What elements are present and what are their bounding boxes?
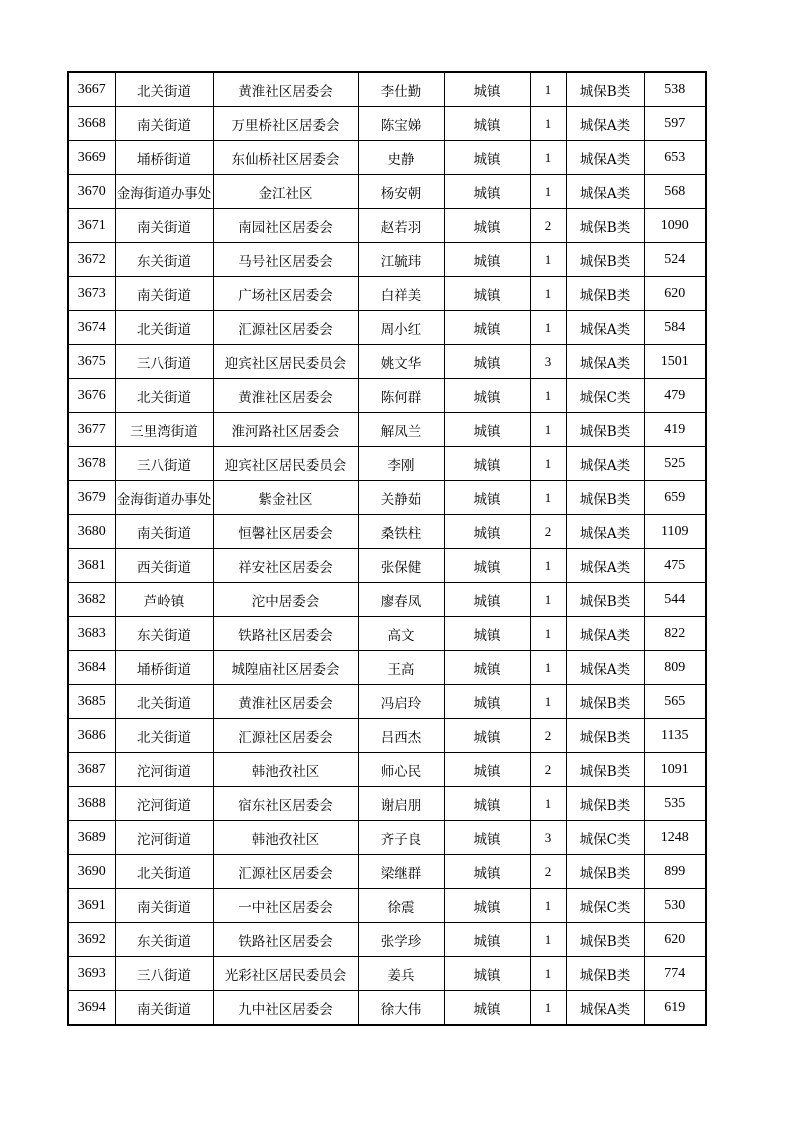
roster-body — [68, 72, 706, 1025]
row-number-cell: 3680 — [68, 515, 115, 549]
person-name-cell: 谢启朋 — [358, 787, 444, 821]
table-row — [68, 889, 706, 923]
person-name-cell: 杨安朝 — [358, 175, 444, 209]
street-office-cell: 芦岭镇 — [115, 583, 213, 617]
row-number-cell: 3684 — [68, 651, 115, 685]
street-office-cell: 北关街道 — [115, 719, 213, 753]
household-size-cell: 3 — [530, 821, 566, 855]
area-type-cell: 城镇 — [444, 651, 530, 685]
community-cell: 汇源社区居委会 — [213, 311, 358, 345]
street-office-cell: 埇桥街道 — [115, 651, 213, 685]
amount-cell: 584 — [644, 311, 706, 345]
table-row — [68, 345, 706, 379]
person-name-cell: 赵若羽 — [358, 209, 444, 243]
table-row — [68, 311, 706, 345]
amount-cell: 525 — [644, 447, 706, 481]
row-number-cell: 3668 — [68, 107, 115, 141]
area-type-cell: 城镇 — [444, 617, 530, 651]
household-size-cell: 1 — [530, 447, 566, 481]
amount-cell: 1501 — [644, 345, 706, 379]
table-row — [68, 413, 706, 447]
area-type-cell: 城镇 — [444, 685, 530, 719]
person-name-cell: 解凤兰 — [358, 413, 444, 447]
household-size-cell: 1 — [530, 957, 566, 991]
insurance-category-cell: 城保B类 — [566, 753, 644, 787]
area-type-cell: 城镇 — [444, 787, 530, 821]
household-size-cell: 2 — [530, 855, 566, 889]
area-type-cell: 城镇 — [444, 889, 530, 923]
row-number-cell: 3676 — [68, 379, 115, 413]
community-cell: 淮河路社区居委会 — [213, 413, 358, 447]
insurance-category-cell: 城保A类 — [566, 175, 644, 209]
person-name-cell: 江毓玮 — [358, 243, 444, 277]
insurance-category-cell: 城保B类 — [566, 787, 644, 821]
person-name-cell: 梁继群 — [358, 855, 444, 889]
person-name-cell: 吕西杰 — [358, 719, 444, 753]
community-cell: 宿东社区居委会 — [213, 787, 358, 821]
table-row — [68, 209, 706, 243]
amount-cell: 809 — [644, 651, 706, 685]
amount-cell: 1109 — [644, 515, 706, 549]
amount-cell: 1091 — [644, 753, 706, 787]
household-size-cell: 1 — [530, 72, 566, 107]
area-type-cell: 城镇 — [444, 957, 530, 991]
street-office-cell: 东关街道 — [115, 243, 213, 277]
community-cell: 韩池孜社区 — [213, 821, 358, 855]
street-office-cell: 南关街道 — [115, 889, 213, 923]
row-number-cell: 3677 — [68, 413, 115, 447]
area-type-cell: 城镇 — [444, 583, 530, 617]
insurance-category-cell: 城保A类 — [566, 311, 644, 345]
street-office-cell: 南关街道 — [115, 209, 213, 243]
amount-cell: 1135 — [644, 719, 706, 753]
table-row — [68, 481, 706, 515]
street-office-cell: 北关街道 — [115, 72, 213, 107]
insurance-category-cell: 城保B类 — [566, 413, 644, 447]
insurance-category-cell: 城保A类 — [566, 991, 644, 1026]
amount-cell: 620 — [644, 923, 706, 957]
area-type-cell: 城镇 — [444, 311, 530, 345]
table-row — [68, 753, 706, 787]
street-office-cell: 南关街道 — [115, 107, 213, 141]
household-size-cell: 1 — [530, 991, 566, 1026]
row-number-cell: 3681 — [68, 549, 115, 583]
community-cell: 九中社区居委会 — [213, 991, 358, 1026]
amount-cell: 774 — [644, 957, 706, 991]
subsidy-roster-table — [67, 71, 707, 1026]
person-name-cell: 陈何群 — [358, 379, 444, 413]
area-type-cell: 城镇 — [444, 277, 530, 311]
community-cell: 恒馨社区居委会 — [213, 515, 358, 549]
area-type-cell: 城镇 — [444, 243, 530, 277]
table-row — [68, 141, 706, 175]
row-number-cell: 3667 — [68, 72, 115, 107]
household-size-cell: 1 — [530, 379, 566, 413]
row-number-cell: 3689 — [68, 821, 115, 855]
table-row — [68, 923, 706, 957]
amount-cell: 565 — [644, 685, 706, 719]
table-row — [68, 72, 706, 107]
community-cell: 铁路社区居委会 — [213, 617, 358, 651]
street-office-cell: 西关街道 — [115, 549, 213, 583]
household-size-cell: 1 — [530, 583, 566, 617]
insurance-category-cell: 城保A类 — [566, 515, 644, 549]
area-type-cell: 城镇 — [444, 923, 530, 957]
table-row — [68, 447, 706, 481]
household-size-cell: 1 — [530, 311, 566, 345]
row-number-cell: 3672 — [68, 243, 115, 277]
amount-cell: 530 — [644, 889, 706, 923]
person-name-cell: 徐震 — [358, 889, 444, 923]
insurance-category-cell: 城保A类 — [566, 447, 644, 481]
area-type-cell: 城镇 — [444, 413, 530, 447]
amount-cell: 653 — [644, 141, 706, 175]
household-size-cell: 1 — [530, 243, 566, 277]
community-cell: 东仙桥社区居委会 — [213, 141, 358, 175]
insurance-category-cell: 城保B类 — [566, 685, 644, 719]
household-size-cell: 1 — [530, 787, 566, 821]
person-name-cell: 桑铁柱 — [358, 515, 444, 549]
row-number-cell: 3685 — [68, 685, 115, 719]
row-number-cell: 3691 — [68, 889, 115, 923]
area-type-cell: 城镇 — [444, 515, 530, 549]
amount-cell: 1090 — [644, 209, 706, 243]
community-cell: 铁路社区居委会 — [213, 923, 358, 957]
household-size-cell: 1 — [530, 175, 566, 209]
household-size-cell: 1 — [530, 413, 566, 447]
amount-cell: 659 — [644, 481, 706, 515]
insurance-category-cell: 城保A类 — [566, 107, 644, 141]
street-office-cell: 东关街道 — [115, 923, 213, 957]
community-cell: 沱中居委会 — [213, 583, 358, 617]
amount-cell: 899 — [644, 855, 706, 889]
community-cell: 一中社区居委会 — [213, 889, 358, 923]
person-name-cell: 廖春凤 — [358, 583, 444, 617]
area-type-cell: 城镇 — [444, 719, 530, 753]
street-office-cell: 金海街道办事处 — [115, 481, 213, 515]
insurance-category-cell: 城保B类 — [566, 923, 644, 957]
household-size-cell: 2 — [530, 753, 566, 787]
household-size-cell: 1 — [530, 549, 566, 583]
insurance-category-cell: 城保B类 — [566, 481, 644, 515]
person-name-cell: 史静 — [358, 141, 444, 175]
insurance-category-cell: 城保B类 — [566, 277, 644, 311]
community-cell: 迎宾社区居民委员会 — [213, 447, 358, 481]
street-office-cell: 南关街道 — [115, 991, 213, 1026]
area-type-cell: 城镇 — [444, 175, 530, 209]
table-row — [68, 243, 706, 277]
street-office-cell: 沱河街道 — [115, 787, 213, 821]
person-name-cell: 姜兵 — [358, 957, 444, 991]
table-row — [68, 651, 706, 685]
community-cell: 黄淮社区居委会 — [213, 379, 358, 413]
household-size-cell: 1 — [530, 107, 566, 141]
person-name-cell: 张学珍 — [358, 923, 444, 957]
community-cell: 城隍庙社区居委会 — [213, 651, 358, 685]
insurance-category-cell: 城保A类 — [566, 549, 644, 583]
row-number-cell: 3675 — [68, 345, 115, 379]
insurance-category-cell: 城保B类 — [566, 209, 644, 243]
row-number-cell: 3687 — [68, 753, 115, 787]
household-size-cell: 1 — [530, 617, 566, 651]
row-number-cell: 3679 — [68, 481, 115, 515]
street-office-cell: 三八街道 — [115, 447, 213, 481]
amount-cell: 524 — [644, 243, 706, 277]
person-name-cell: 白祥美 — [358, 277, 444, 311]
row-number-cell: 3669 — [68, 141, 115, 175]
community-cell: 迎宾社区居民委员会 — [213, 345, 358, 379]
household-size-cell: 3 — [530, 345, 566, 379]
amount-cell: 535 — [644, 787, 706, 821]
insurance-category-cell: 城保B类 — [566, 719, 644, 753]
amount-cell: 1248 — [644, 821, 706, 855]
household-size-cell: 1 — [530, 481, 566, 515]
insurance-category-cell: 城保B类 — [566, 855, 644, 889]
community-cell: 汇源社区居委会 — [213, 855, 358, 889]
street-office-cell: 北关街道 — [115, 855, 213, 889]
amount-cell: 544 — [644, 583, 706, 617]
community-cell: 汇源社区居委会 — [213, 719, 358, 753]
household-size-cell: 1 — [530, 923, 566, 957]
insurance-category-cell: 城保C类 — [566, 889, 644, 923]
household-size-cell: 2 — [530, 209, 566, 243]
household-size-cell: 1 — [530, 889, 566, 923]
household-size-cell: 1 — [530, 141, 566, 175]
person-name-cell: 徐大伟 — [358, 991, 444, 1026]
row-number-cell: 3671 — [68, 209, 115, 243]
row-number-cell: 3686 — [68, 719, 115, 753]
amount-cell: 619 — [644, 991, 706, 1026]
person-name-cell: 李仕勤 — [358, 72, 444, 107]
street-office-cell: 三八街道 — [115, 345, 213, 379]
person-name-cell: 张保健 — [358, 549, 444, 583]
street-office-cell: 金海街道办事处 — [115, 175, 213, 209]
community-cell: 祥安社区居委会 — [213, 549, 358, 583]
insurance-category-cell: 城保A类 — [566, 141, 644, 175]
community-cell: 黄淮社区居委会 — [213, 685, 358, 719]
area-type-cell: 城镇 — [444, 753, 530, 787]
household-size-cell: 2 — [530, 719, 566, 753]
row-number-cell: 3682 — [68, 583, 115, 617]
insurance-category-cell: 城保B类 — [566, 72, 644, 107]
table-row — [68, 787, 706, 821]
street-office-cell: 三八街道 — [115, 957, 213, 991]
insurance-category-cell: 城保A类 — [566, 345, 644, 379]
street-office-cell: 沱河街道 — [115, 753, 213, 787]
amount-cell: 568 — [644, 175, 706, 209]
table-row — [68, 379, 706, 413]
street-office-cell: 沱河街道 — [115, 821, 213, 855]
amount-cell: 538 — [644, 72, 706, 107]
amount-cell: 822 — [644, 617, 706, 651]
community-cell: 紫金社区 — [213, 481, 358, 515]
community-cell: 金江社区 — [213, 175, 358, 209]
person-name-cell: 姚文华 — [358, 345, 444, 379]
street-office-cell: 东关街道 — [115, 617, 213, 651]
household-size-cell: 2 — [530, 515, 566, 549]
street-office-cell: 北关街道 — [115, 685, 213, 719]
person-name-cell: 高文 — [358, 617, 444, 651]
person-name-cell: 师心民 — [358, 753, 444, 787]
insurance-category-cell: 城保A类 — [566, 651, 644, 685]
amount-cell: 620 — [644, 277, 706, 311]
area-type-cell: 城镇 — [444, 107, 530, 141]
row-number-cell: 3694 — [68, 991, 115, 1026]
community-cell: 马号社区居委会 — [213, 243, 358, 277]
row-number-cell: 3693 — [68, 957, 115, 991]
table-row — [68, 617, 706, 651]
insurance-category-cell: 城保B类 — [566, 583, 644, 617]
person-name-cell: 李刚 — [358, 447, 444, 481]
area-type-cell: 城镇 — [444, 447, 530, 481]
table-row — [68, 549, 706, 583]
row-number-cell: 3670 — [68, 175, 115, 209]
table-row — [68, 719, 706, 753]
table-row — [68, 855, 706, 889]
area-type-cell: 城镇 — [444, 345, 530, 379]
row-number-cell: 3692 — [68, 923, 115, 957]
area-type-cell: 城镇 — [444, 549, 530, 583]
table-row — [68, 175, 706, 209]
community-cell: 广场社区居委会 — [213, 277, 358, 311]
person-name-cell: 关静茹 — [358, 481, 444, 515]
table-row — [68, 991, 706, 1026]
row-number-cell: 3690 — [68, 855, 115, 889]
table-row — [68, 107, 706, 141]
community-cell: 光彩社区居民委员会 — [213, 957, 358, 991]
row-number-cell: 3673 — [68, 277, 115, 311]
insurance-category-cell: 城保C类 — [566, 379, 644, 413]
insurance-category-cell: 城保B类 — [566, 957, 644, 991]
table-row — [68, 685, 706, 719]
household-size-cell: 1 — [530, 651, 566, 685]
area-type-cell: 城镇 — [444, 209, 530, 243]
household-size-cell: 1 — [530, 685, 566, 719]
amount-cell: 419 — [644, 413, 706, 447]
area-type-cell: 城镇 — [444, 855, 530, 889]
amount-cell: 475 — [644, 549, 706, 583]
area-type-cell: 城镇 — [444, 72, 530, 107]
area-type-cell: 城镇 — [444, 991, 530, 1026]
table-row — [68, 515, 706, 549]
street-office-cell: 北关街道 — [115, 311, 213, 345]
insurance-category-cell: 城保A类 — [566, 617, 644, 651]
area-type-cell: 城镇 — [444, 821, 530, 855]
community-cell: 黄淮社区居委会 — [213, 72, 358, 107]
street-office-cell: 三里湾街道 — [115, 413, 213, 447]
community-cell: 南园社区居委会 — [213, 209, 358, 243]
street-office-cell: 南关街道 — [115, 515, 213, 549]
row-number-cell: 3678 — [68, 447, 115, 481]
street-office-cell: 北关街道 — [115, 379, 213, 413]
amount-cell: 597 — [644, 107, 706, 141]
area-type-cell: 城镇 — [444, 379, 530, 413]
household-size-cell: 1 — [530, 277, 566, 311]
person-name-cell: 陈宝娣 — [358, 107, 444, 141]
table-row — [68, 277, 706, 311]
community-cell: 万里桥社区居委会 — [213, 107, 358, 141]
area-type-cell: 城镇 — [444, 481, 530, 515]
person-name-cell: 王高 — [358, 651, 444, 685]
insurance-category-cell: 城保B类 — [566, 243, 644, 277]
street-office-cell: 埇桥街道 — [115, 141, 213, 175]
amount-cell: 479 — [644, 379, 706, 413]
table-row — [68, 957, 706, 991]
row-number-cell: 3683 — [68, 617, 115, 651]
person-name-cell: 齐子良 — [358, 821, 444, 855]
row-number-cell: 3688 — [68, 787, 115, 821]
insurance-category-cell: 城保C类 — [566, 821, 644, 855]
table-row — [68, 821, 706, 855]
community-cell: 韩池孜社区 — [213, 753, 358, 787]
row-number-cell: 3674 — [68, 311, 115, 345]
person-name-cell: 冯启玲 — [358, 685, 444, 719]
area-type-cell: 城镇 — [444, 141, 530, 175]
street-office-cell: 南关街道 — [115, 277, 213, 311]
table-row — [68, 583, 706, 617]
person-name-cell: 周小红 — [358, 311, 444, 345]
